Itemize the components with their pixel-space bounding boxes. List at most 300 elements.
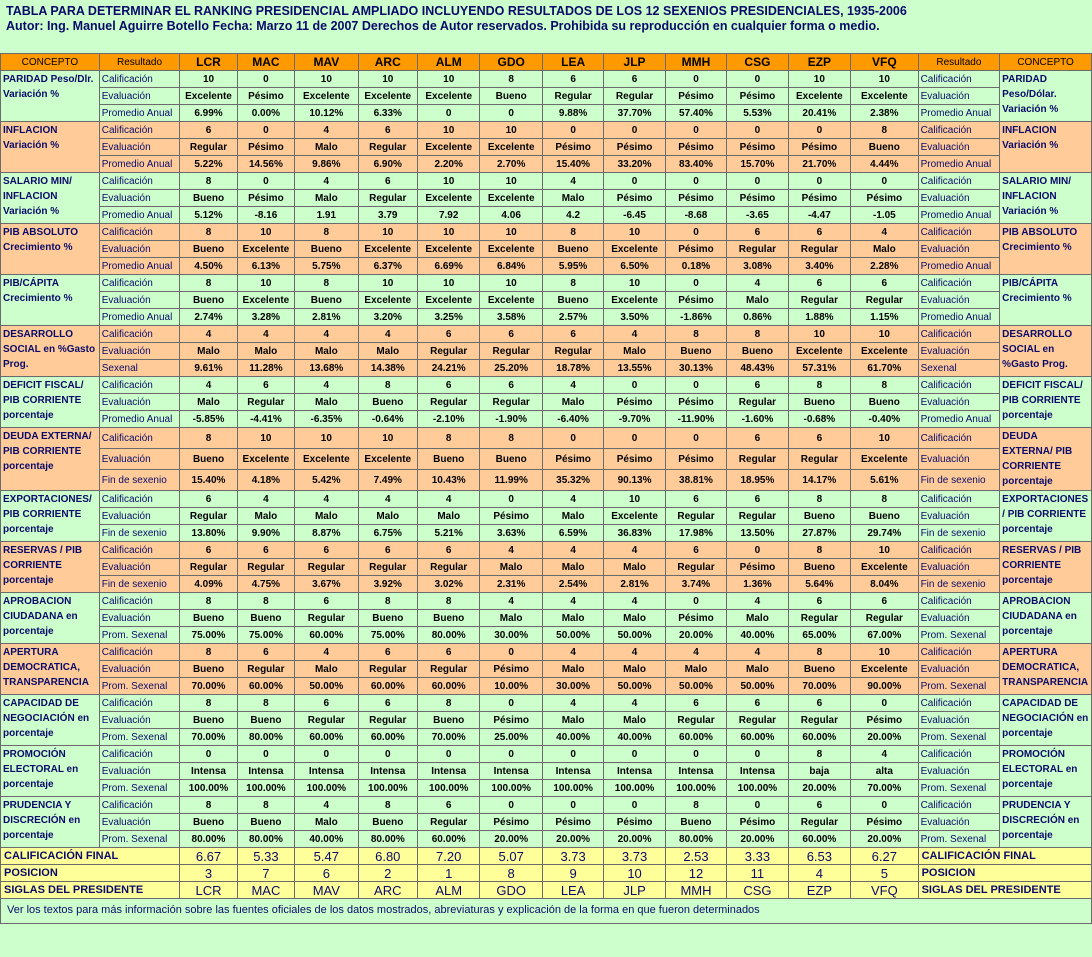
value-cell: Intensa bbox=[542, 763, 603, 780]
value-cell: Pésimo bbox=[604, 190, 665, 207]
value-cell: Malo bbox=[180, 343, 237, 360]
value-cell: Malo bbox=[358, 343, 417, 360]
result-label: Calificación bbox=[99, 224, 180, 241]
value-cell: 4 bbox=[604, 326, 665, 343]
value-cell: 65.00% bbox=[788, 627, 850, 644]
value-cell: 15.40% bbox=[542, 156, 603, 173]
value-cell: 2.70% bbox=[480, 156, 542, 173]
value-cell: 0 bbox=[665, 122, 726, 139]
value-cell: 8 bbox=[180, 593, 237, 610]
value-cell: 6 bbox=[727, 377, 788, 394]
value-cell: 8 bbox=[237, 593, 294, 610]
value-cell: 8 bbox=[180, 644, 237, 661]
result-label: Evaluación bbox=[99, 610, 180, 627]
result-label: Evaluación bbox=[99, 88, 180, 105]
result-label-right: Evaluación bbox=[918, 139, 1000, 156]
value-cell: Bueno bbox=[358, 394, 417, 411]
value-cell: 70.00% bbox=[180, 729, 237, 746]
value-cell: 60.00% bbox=[358, 678, 417, 695]
value-cell: 3.79 bbox=[358, 207, 417, 224]
value-cell: 4 bbox=[358, 491, 417, 508]
value-cell: 20.00% bbox=[851, 831, 918, 848]
value-cell: 75.00% bbox=[237, 627, 294, 644]
result-label-right: Prom. Sexenal bbox=[918, 627, 1000, 644]
result-label: Promedio Anual bbox=[99, 156, 180, 173]
value-cell: 20.00% bbox=[788, 780, 850, 797]
header-president: ARC bbox=[358, 54, 417, 71]
value-cell: -4.41% bbox=[237, 411, 294, 428]
value-cell: 4.75% bbox=[237, 576, 294, 593]
value-cell: Pésimo bbox=[542, 449, 603, 470]
final-value: MAC bbox=[237, 882, 294, 899]
value-cell: 6 bbox=[358, 695, 417, 712]
value-cell: Excelente bbox=[237, 449, 294, 470]
value-cell: 15.40% bbox=[180, 470, 237, 491]
result-label-right: Calificación bbox=[918, 275, 1000, 292]
value-cell: 0 bbox=[604, 746, 665, 763]
value-cell: 70.00% bbox=[851, 780, 918, 797]
value-cell: 6 bbox=[788, 275, 850, 292]
value-cell: Regular bbox=[358, 139, 417, 156]
value-cell: 10 bbox=[417, 122, 479, 139]
value-cell: 0.18% bbox=[665, 258, 726, 275]
value-cell: 60.00% bbox=[417, 831, 479, 848]
value-cell: 13.68% bbox=[295, 360, 358, 377]
value-cell: Malo bbox=[295, 814, 358, 831]
result-label: Evaluación bbox=[99, 449, 180, 470]
value-cell: Regular bbox=[727, 508, 788, 525]
result-label-right: Evaluación bbox=[918, 508, 1000, 525]
final-value: 2 bbox=[358, 865, 417, 882]
value-cell: 100.00% bbox=[180, 780, 237, 797]
value-cell: 8 bbox=[295, 275, 358, 292]
value-cell: 8 bbox=[665, 326, 726, 343]
value-cell: 4 bbox=[604, 593, 665, 610]
value-cell: 60.00% bbox=[788, 729, 850, 746]
value-cell: Pésimo bbox=[665, 139, 726, 156]
value-cell: Malo bbox=[237, 508, 294, 525]
value-cell: Pésimo bbox=[665, 292, 726, 309]
value-cell: Regular bbox=[358, 559, 417, 576]
value-cell: 14.17% bbox=[788, 470, 850, 491]
result-label: Evaluación bbox=[99, 343, 180, 360]
value-cell: 6 bbox=[727, 428, 788, 449]
value-cell: 18.95% bbox=[727, 470, 788, 491]
final-value: LCR bbox=[180, 882, 237, 899]
value-cell: 6 bbox=[295, 593, 358, 610]
value-cell: Intensa bbox=[604, 763, 665, 780]
result-label-right: Fin de sexenio bbox=[918, 470, 1000, 491]
result-label: Evaluación bbox=[99, 814, 180, 831]
value-cell: 37.70% bbox=[604, 105, 665, 122]
table-row bbox=[1, 326, 1092, 343]
value-cell: Regular bbox=[727, 449, 788, 470]
value-cell: 4 bbox=[480, 593, 542, 610]
value-cell: 100.00% bbox=[417, 780, 479, 797]
value-cell: 8.87% bbox=[295, 525, 358, 542]
result-label: Calificación bbox=[99, 122, 180, 139]
table-row bbox=[1, 729, 1092, 746]
value-cell: Bueno bbox=[358, 610, 417, 627]
header-president: CSG bbox=[727, 54, 788, 71]
value-cell: 0 bbox=[788, 122, 850, 139]
value-cell: 15.70% bbox=[727, 156, 788, 173]
final-value: 6.80 bbox=[358, 848, 417, 865]
value-cell: Regular bbox=[180, 508, 237, 525]
value-cell: Malo bbox=[480, 559, 542, 576]
value-cell: 40.00% bbox=[727, 627, 788, 644]
value-cell: Pésimo bbox=[237, 139, 294, 156]
value-cell: 6 bbox=[788, 695, 850, 712]
table-row bbox=[1, 88, 1092, 105]
value-cell: 0 bbox=[358, 746, 417, 763]
value-cell: 6 bbox=[788, 593, 850, 610]
result-label-right: Calificación bbox=[918, 695, 1000, 712]
value-cell: 67.00% bbox=[851, 627, 918, 644]
value-cell: 6 bbox=[180, 491, 237, 508]
result-label-right: Evaluación bbox=[918, 559, 1000, 576]
value-cell: Excelente bbox=[851, 661, 918, 678]
value-cell: 100.00% bbox=[727, 780, 788, 797]
value-cell: 5.12% bbox=[180, 207, 237, 224]
value-cell: 4 bbox=[604, 695, 665, 712]
value-cell: 6 bbox=[358, 644, 417, 661]
value-cell: -4.47 bbox=[788, 207, 850, 224]
final-value: 5 bbox=[851, 865, 918, 882]
value-cell: Pésimo bbox=[604, 139, 665, 156]
table-row bbox=[1, 156, 1092, 173]
value-cell: Malo bbox=[180, 394, 237, 411]
final-value: 12 bbox=[665, 865, 726, 882]
value-cell: Bueno bbox=[788, 508, 850, 525]
final-row bbox=[1, 848, 1092, 865]
table-row bbox=[1, 644, 1092, 661]
value-cell: 6 bbox=[417, 326, 479, 343]
concept-label-right: CAPACIDAD DE NEGOCIACIÓN en porcentaje bbox=[1000, 695, 1092, 746]
value-cell: 10 bbox=[788, 71, 850, 88]
value-cell: Malo bbox=[542, 190, 603, 207]
result-label-right: Evaluación bbox=[918, 814, 1000, 831]
value-cell: 8 bbox=[358, 593, 417, 610]
concept-label-right: PIB/CÁPITA Crecimiento % bbox=[1000, 275, 1092, 326]
value-cell: Regular bbox=[727, 394, 788, 411]
value-cell: 57.31% bbox=[788, 360, 850, 377]
value-cell: 8 bbox=[237, 695, 294, 712]
value-cell: Excelente bbox=[358, 449, 417, 470]
value-cell: 0 bbox=[665, 377, 726, 394]
value-cell: 8 bbox=[851, 491, 918, 508]
value-cell: Regular bbox=[358, 190, 417, 207]
result-label: Evaluación bbox=[99, 139, 180, 156]
final-value: MAV bbox=[295, 882, 358, 899]
value-cell: Bueno bbox=[358, 814, 417, 831]
header-president: GDO bbox=[480, 54, 542, 71]
table-row bbox=[1, 71, 1092, 88]
value-cell: 80.00% bbox=[180, 831, 237, 848]
result-label-right: Calificación bbox=[918, 173, 1000, 190]
value-cell: -1.90% bbox=[480, 411, 542, 428]
value-cell: 40.00% bbox=[295, 831, 358, 848]
value-cell: 13.55% bbox=[604, 360, 665, 377]
value-cell: 70.00% bbox=[180, 678, 237, 695]
value-cell: 0 bbox=[237, 173, 294, 190]
value-cell: 38.81% bbox=[665, 470, 726, 491]
final-label: CALIFICACIÓN FINAL bbox=[1, 848, 180, 865]
value-cell: 6 bbox=[358, 173, 417, 190]
value-cell: 80.00% bbox=[237, 831, 294, 848]
value-cell: 4 bbox=[295, 797, 358, 814]
value-cell: Pésimo bbox=[851, 814, 918, 831]
result-label-right: Promedio Anual bbox=[918, 309, 1000, 326]
result-label-right: Calificación bbox=[918, 326, 1000, 343]
value-cell: Intensa bbox=[358, 763, 417, 780]
value-cell: 0 bbox=[604, 122, 665, 139]
concept-label: EXPORTACIONES/ PIB CORRIENTE porcentaje bbox=[1, 491, 100, 542]
value-cell: 3.25% bbox=[417, 309, 479, 326]
page-header bbox=[0, 0, 1092, 53]
value-cell: 60.00% bbox=[665, 729, 726, 746]
value-cell: Regular bbox=[237, 661, 294, 678]
value-cell: Bueno bbox=[180, 610, 237, 627]
value-cell: Malo bbox=[542, 559, 603, 576]
value-cell: Excelente bbox=[851, 449, 918, 470]
value-cell: 0 bbox=[665, 173, 726, 190]
value-cell: 10 bbox=[417, 71, 479, 88]
value-cell: 10 bbox=[851, 644, 918, 661]
value-cell: -11.90% bbox=[665, 411, 726, 428]
value-cell: Pésimo bbox=[851, 712, 918, 729]
result-label: Calificación bbox=[99, 377, 180, 394]
value-cell: -0.40% bbox=[851, 411, 918, 428]
result-label-right: Calificación bbox=[918, 542, 1000, 559]
final-value: 5.07 bbox=[480, 848, 542, 865]
value-cell: 8 bbox=[180, 797, 237, 814]
final-row bbox=[1, 882, 1092, 899]
value-cell: Malo bbox=[295, 139, 358, 156]
value-cell: 6 bbox=[417, 542, 479, 559]
result-label: Calificación bbox=[99, 695, 180, 712]
value-cell: Pésimo bbox=[480, 508, 542, 525]
value-cell: 4 bbox=[727, 593, 788, 610]
value-cell: 8 bbox=[788, 377, 850, 394]
value-cell: Excelente bbox=[358, 292, 417, 309]
final-value: 1 bbox=[417, 865, 479, 882]
value-cell: 61.70% bbox=[851, 360, 918, 377]
value-cell: Excelente bbox=[237, 241, 294, 258]
result-label: Evaluación bbox=[99, 190, 180, 207]
value-cell: 3.74% bbox=[665, 576, 726, 593]
final-value: JLP bbox=[604, 882, 665, 899]
value-cell: Intensa bbox=[727, 763, 788, 780]
final-value: 7.20 bbox=[417, 848, 479, 865]
value-cell: 13.80% bbox=[180, 525, 237, 542]
value-cell: 6 bbox=[480, 326, 542, 343]
result-label: Calificación bbox=[99, 428, 180, 449]
value-cell: 4 bbox=[295, 173, 358, 190]
value-cell: 10 bbox=[358, 275, 417, 292]
value-cell: Pésimo bbox=[604, 449, 665, 470]
value-cell: Regular bbox=[851, 292, 918, 309]
result-label-right: Evaluación bbox=[918, 343, 1000, 360]
value-cell: 90.00% bbox=[851, 678, 918, 695]
table-row bbox=[1, 449, 1092, 470]
concept-label: PRUDENCIA Y DISCRECIÓN en porcentaje bbox=[1, 797, 100, 848]
value-cell: 8 bbox=[665, 797, 726, 814]
final-value: MMH bbox=[665, 882, 726, 899]
value-cell: 8 bbox=[542, 275, 603, 292]
value-cell: Malo bbox=[295, 394, 358, 411]
table-row bbox=[1, 678, 1092, 695]
value-cell: 0 bbox=[480, 695, 542, 712]
value-cell: Bueno bbox=[788, 661, 850, 678]
value-cell: 8 bbox=[358, 377, 417, 394]
table-row bbox=[1, 814, 1092, 831]
value-cell: -3.65 bbox=[727, 207, 788, 224]
concept-label-right: PIB ABSOLUTO Crecimiento % bbox=[1000, 224, 1092, 275]
value-cell: Regular bbox=[788, 241, 850, 258]
value-cell: 100.00% bbox=[480, 780, 542, 797]
value-cell: Excelente bbox=[604, 508, 665, 525]
final-value: CSG bbox=[727, 882, 788, 899]
value-cell: 10 bbox=[237, 224, 294, 241]
value-cell: Regular bbox=[358, 712, 417, 729]
value-cell: 100.00% bbox=[542, 780, 603, 797]
value-cell: Bueno bbox=[180, 712, 237, 729]
value-cell: Bueno bbox=[237, 610, 294, 627]
value-cell: 60.00% bbox=[237, 678, 294, 695]
value-cell: 6 bbox=[788, 797, 850, 814]
value-cell: 50.00% bbox=[604, 627, 665, 644]
value-cell: 6.75% bbox=[358, 525, 417, 542]
table-row bbox=[1, 508, 1092, 525]
value-cell: Bueno bbox=[295, 292, 358, 309]
concept-label: RESERVAS / PIB CORRIENTE porcentaje bbox=[1, 542, 100, 593]
value-cell: Bueno bbox=[542, 241, 603, 258]
value-cell: Regular bbox=[788, 292, 850, 309]
value-cell: Bueno bbox=[480, 88, 542, 105]
result-label-right: Evaluación bbox=[918, 292, 1000, 309]
value-cell: 5.61% bbox=[851, 470, 918, 491]
value-cell: -8.16 bbox=[237, 207, 294, 224]
value-cell: Excelente bbox=[480, 190, 542, 207]
result-label: Evaluación bbox=[99, 661, 180, 678]
result-label-right: Calificación bbox=[918, 593, 1000, 610]
table-row bbox=[1, 207, 1092, 224]
value-cell: Malo bbox=[358, 508, 417, 525]
value-cell: Pésimo bbox=[665, 88, 726, 105]
value-cell: Regular bbox=[180, 559, 237, 576]
value-cell: 4 bbox=[851, 746, 918, 763]
result-label: Calificación bbox=[99, 746, 180, 763]
value-cell: Malo bbox=[542, 610, 603, 627]
value-cell: 50.00% bbox=[542, 627, 603, 644]
value-cell: Intensa bbox=[665, 763, 726, 780]
final-value: 10 bbox=[604, 865, 665, 882]
value-cell: 4 bbox=[295, 491, 358, 508]
value-cell: 0 bbox=[480, 491, 542, 508]
result-label-right: Evaluación bbox=[918, 449, 1000, 470]
table-row bbox=[1, 190, 1092, 207]
value-cell: 0 bbox=[295, 746, 358, 763]
result-label: Promedio Anual bbox=[99, 207, 180, 224]
table-row bbox=[1, 394, 1092, 411]
value-cell: 13.50% bbox=[727, 525, 788, 542]
value-cell: 8 bbox=[727, 326, 788, 343]
value-cell: 14.38% bbox=[358, 360, 417, 377]
value-cell: 5.64% bbox=[788, 576, 850, 593]
value-cell: Regular bbox=[295, 559, 358, 576]
header-concepto: CONCEPTO bbox=[1, 54, 100, 71]
value-cell: 11.28% bbox=[237, 360, 294, 377]
result-label: Evaluación bbox=[99, 508, 180, 525]
value-cell: 0 bbox=[788, 173, 850, 190]
result-label: Calificación bbox=[99, 491, 180, 508]
value-cell: 6 bbox=[665, 542, 726, 559]
final-value: GDO bbox=[480, 882, 542, 899]
concept-label-right: APERTURA DEMOCRATICA, TRANSPARENCIA bbox=[1000, 644, 1092, 695]
value-cell: Regular bbox=[788, 610, 850, 627]
header-president: VFQ bbox=[851, 54, 918, 71]
value-cell: 4 bbox=[851, 224, 918, 241]
value-cell: Bueno bbox=[180, 292, 237, 309]
concept-label-right: SALARIO MIN/ INFLACION Variación % bbox=[1000, 173, 1092, 224]
result-label-right: Evaluación bbox=[918, 661, 1000, 678]
value-cell: Bueno bbox=[180, 814, 237, 831]
value-cell: 10 bbox=[851, 542, 918, 559]
value-cell: Regular bbox=[542, 88, 603, 105]
value-cell: Excelente bbox=[604, 292, 665, 309]
value-cell: 4.44% bbox=[851, 156, 918, 173]
value-cell: Regular bbox=[358, 661, 417, 678]
value-cell: 4 bbox=[542, 491, 603, 508]
value-cell: 20.00% bbox=[665, 627, 726, 644]
value-cell: 10 bbox=[417, 224, 479, 241]
value-cell: Bueno bbox=[727, 343, 788, 360]
value-cell: 40.00% bbox=[542, 729, 603, 746]
value-cell: Regular bbox=[417, 394, 479, 411]
value-cell: Regular bbox=[665, 712, 726, 729]
result-label-right: Prom. Sexenal bbox=[918, 780, 1000, 797]
table-row bbox=[1, 542, 1092, 559]
result-label: Fin de sexenio bbox=[99, 470, 180, 491]
value-cell: Pésimo bbox=[604, 394, 665, 411]
value-cell: 0.00% bbox=[237, 105, 294, 122]
value-cell: 4 bbox=[237, 326, 294, 343]
header-president: MAV bbox=[295, 54, 358, 71]
value-cell: -8.68 bbox=[665, 207, 726, 224]
result-label: Evaluación bbox=[99, 712, 180, 729]
value-cell: Excelente bbox=[851, 343, 918, 360]
value-cell: 36.83% bbox=[604, 525, 665, 542]
value-cell: 8 bbox=[788, 491, 850, 508]
value-cell: Regular bbox=[417, 814, 479, 831]
value-cell: 11.99% bbox=[480, 470, 542, 491]
value-cell: 5.22% bbox=[180, 156, 237, 173]
value-cell: Excelente bbox=[480, 139, 542, 156]
value-cell: Regular bbox=[788, 712, 850, 729]
value-cell: 2.38% bbox=[851, 105, 918, 122]
final-label-right: CALIFICACIÓN FINAL bbox=[918, 848, 1091, 865]
value-cell: Malo bbox=[727, 661, 788, 678]
value-cell: 4 bbox=[295, 122, 358, 139]
table-row bbox=[1, 377, 1092, 394]
value-cell: 9.88% bbox=[542, 105, 603, 122]
value-cell: 33.20% bbox=[604, 156, 665, 173]
value-cell: 100.00% bbox=[665, 780, 726, 797]
footnote-text: Ver los textos para más información sobre las fuentes oficiales de los datos mostrados, abreviaturas y explicación de la forma en que fueron determinados bbox=[1, 899, 1092, 924]
value-cell: 6.13% bbox=[237, 258, 294, 275]
result-label-right: Calificación bbox=[918, 428, 1000, 449]
